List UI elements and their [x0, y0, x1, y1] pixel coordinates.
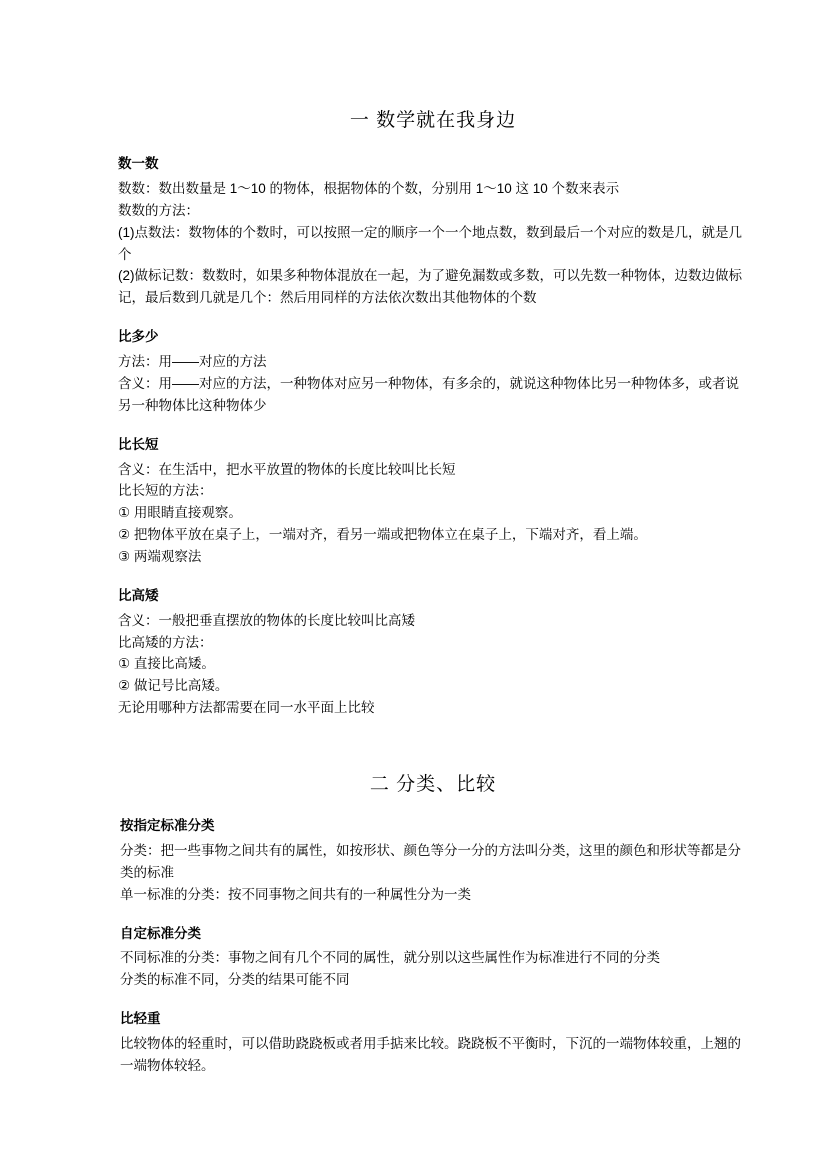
chapter-one-title: 一 数学就在我身边	[349, 110, 517, 131]
section-paragraph: 单一标准的分类：按不同事物之间共有的一种属性分为一类	[120, 886, 471, 902]
section-heading: 比多少	[118, 329, 159, 345]
section-paragraph: 比长短的方法：	[118, 483, 213, 499]
section-heading: 比高矮	[118, 587, 159, 603]
section-paragraph: 数数：数出数量是 1～10 的物体，根据物体的个数，分别用 1～10 这 10 个数来表示	[118, 180, 620, 196]
section-paragraph: 含义：一般把垂直摆放的物体的长度比较叫比高矮	[118, 612, 415, 628]
section-heading: 数一数	[118, 156, 159, 171]
section-paragraph: 无论用哪种方法都需要在同一水平面上比较	[118, 700, 375, 716]
section-paragraph: ② 把物体平放在桌子上，一端对齐，看另一端或把物体立在桌子上，下端对齐，看上端。	[118, 527, 647, 543]
section-paragraph: (1)点数法：数物体的个数时，可以按照一定的顺序一个一个地点数，数到最后一个对应的数是几，就是几个	[118, 224, 742, 262]
section-paragraph: 方法：用——对应的方法	[118, 354, 267, 369]
section-paragraph: ① 用眼睛直接观察。	[118, 505, 242, 521]
section-bi-duo-shao	[118, 327, 748, 417]
section-paragraph: 含义：用——对应的方法，一种物体对应另一种物体，有多余的，就说这种物体比另一种物体多，或者说另一种物体比这种物体少	[118, 375, 739, 413]
section-heading: 比轻重	[120, 1011, 161, 1027]
section-paragraph: 含义：在生活中，把水平放置的物体的长度比较叫比长短	[118, 461, 456, 477]
section-paragraph: 比高矮的方法：	[118, 634, 213, 650]
chapter-one	[118, 105, 748, 719]
section-paragraph: 数数的方法：	[118, 202, 199, 218]
section-paragraph: ① 直接比高矮。	[118, 656, 215, 672]
section-bi-qing-zhong	[118, 1009, 748, 1077]
section-paragraph: ③ 两端观察法	[118, 548, 202, 564]
section-zi-ding-biaozhun-fenlei	[118, 924, 748, 992]
section-an-zhiding-biaozhun-fenlei	[118, 816, 748, 906]
section-paragraph: (2)做标记数：数数时，如果多种物体混放在一起，为了避免漏数或多数，可以先数一种物体，边数边做标记，最后数到几就是几个：然后用同样的方法依次数出其他物体的个数	[118, 268, 742, 306]
section-paragraph: 不同标准的分类：事物之间有几个不同的属性，就分别以这些属性作为标准进行不同的分类	[120, 950, 660, 966]
section-paragraph: 比较物体的轻重时，可以借助跷跷板或者用手掂来比较。跷跷板不平衡时，下沉的一端物体较重，上翘的一端物体较轻。	[120, 1036, 741, 1073]
section-paragraph: 分类：把一些事物之间共有的属性，如按形状、颜色等分一分的方法叫分类，这里的颜色和形状等都是分类的标准	[120, 842, 741, 880]
section-heading: 比长短	[118, 436, 159, 452]
section-bi-gao-ai	[118, 586, 748, 719]
section-heading: 按指定标准分类	[120, 818, 215, 834]
section-heading: 自定标准分类	[120, 925, 201, 941]
section-paragraph: ② 做记号比高矮。	[118, 678, 229, 694]
section-shu-yi-shu	[118, 154, 748, 309]
chapter-two	[118, 769, 748, 1077]
section-bi-chang-duan	[118, 435, 748, 568]
section-paragraph: 分类的标准不同，分类的结果可能不同	[120, 972, 350, 988]
chapter-two-title: 二 分类、比较	[369, 774, 497, 796]
